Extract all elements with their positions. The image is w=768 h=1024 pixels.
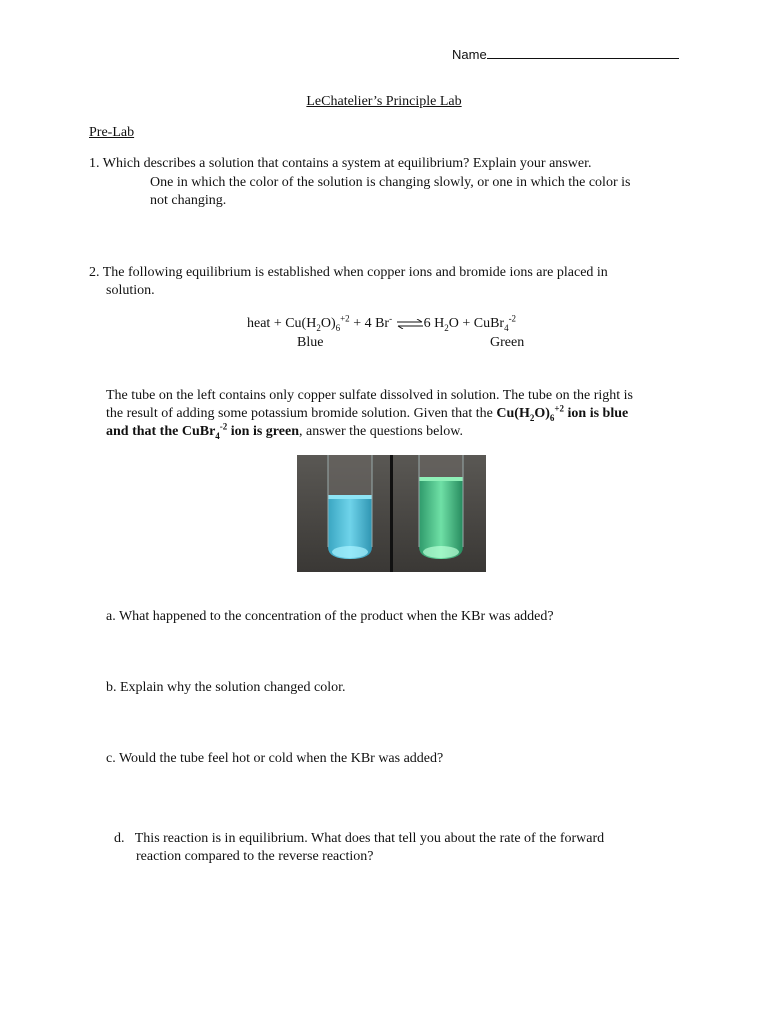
label-blue: Blue <box>297 335 324 350</box>
name-blank-line[interactable] <box>487 46 679 59</box>
name-label: Name <box>452 47 487 62</box>
answer-1: One in which the color of the solution is changing slowly, or one in which the color is not changing. <box>150 175 631 208</box>
question-1: 1. Which describes a solution that contains a system at equilibrium? Explain your answer. <box>89 156 592 171</box>
test-tubes-photo <box>297 455 486 572</box>
tube-description: The tube on the left contains only copper sulfate dissolved in solution. The tube on the right is the result of adding some potassium bromide solution. Given that the $Cu(H_2O)_6^{+2}$ ion is blue and that the CuBr$_4^{-2}$ ion is green, answer the questions below. <box>106 388 633 441</box>
question-2-line1: 2. The following equilibrium is established when copper ions and bromide ions are placed in <box>89 265 608 280</box>
label-green: Green <box>490 335 525 350</box>
question-a: a. What happened to the concentration of the product when the KBr was added? <box>106 609 554 624</box>
equilibrium-arrow-icon <box>396 319 424 329</box>
name-field[interactable] <box>452 46 679 64</box>
test-tubes-image <box>297 455 486 572</box>
page-title: LeChatelier’s Principle Lab <box>306 94 462 109</box>
question-c: c. Would the tube feel hot or cold when the KBr was added? <box>106 751 444 766</box>
question-2-line2: solution. <box>106 283 155 298</box>
question-d-line2: reaction compared to the reverse reaction? <box>136 849 374 864</box>
question-b: b. Explain why the solution changed color. <box>106 680 346 695</box>
question-d-line1: d. This reaction is in equilibrium. What does that tell you about the rate of the forward <box>114 831 605 846</box>
section-heading: Pre-Lab <box>89 125 135 140</box>
